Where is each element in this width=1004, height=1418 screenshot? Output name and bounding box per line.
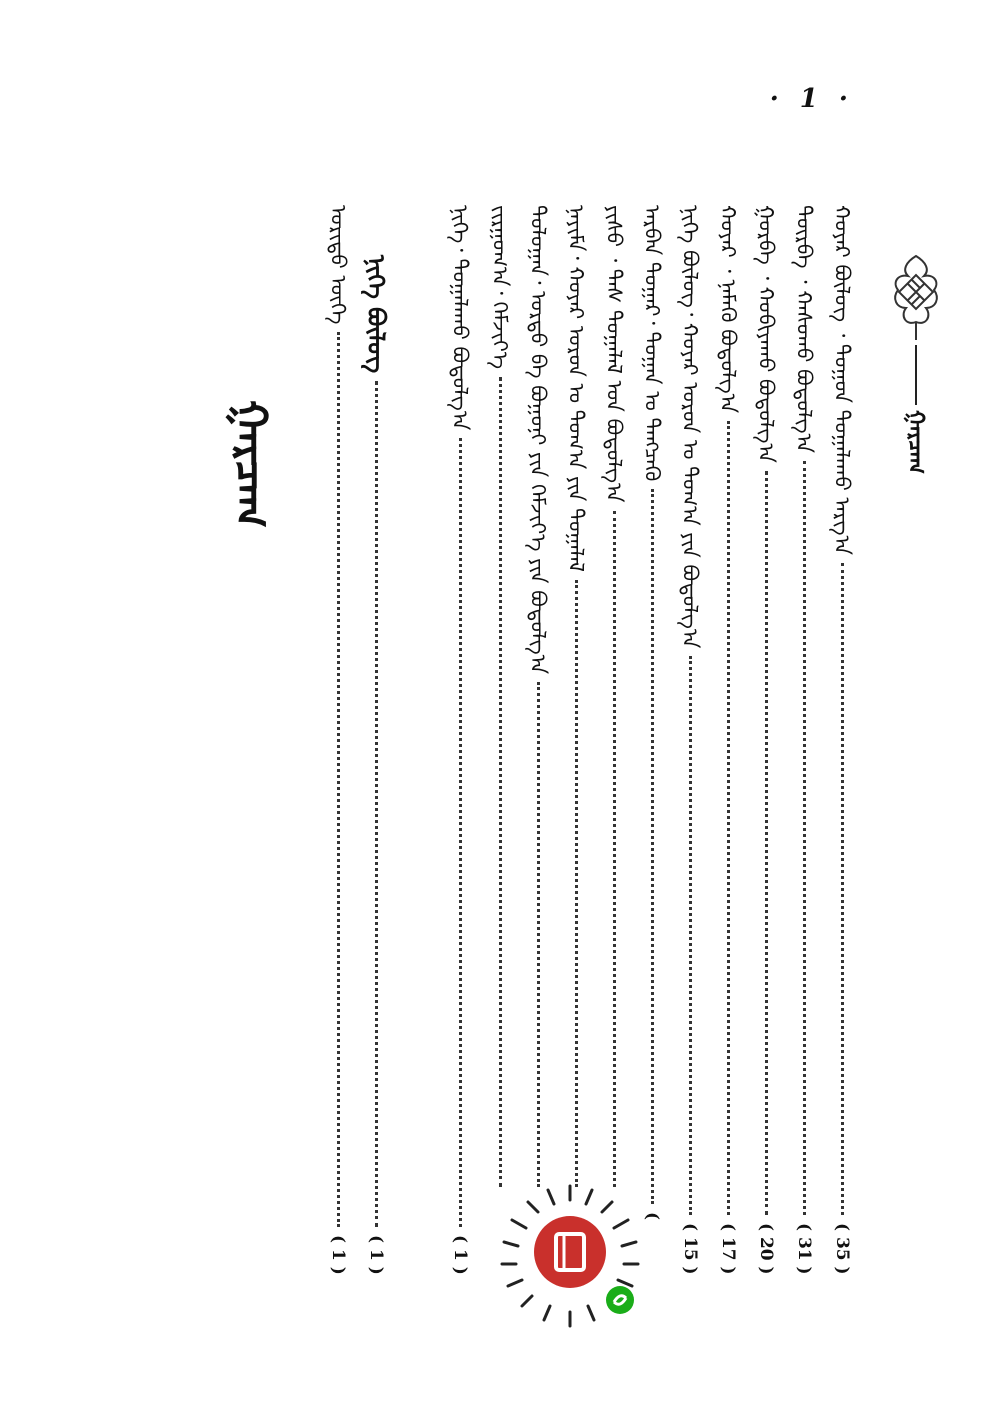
- toc-entry-title: ᠨᠢᠭᠡ᠂ ᠲᠣᠭᠠᠯᠠᠬᠤ ᠪᠣᠳᠤᠯᠭ᠎ᠠ: [448, 205, 472, 431]
- toc-entry-page: ( 1 ): [450, 1235, 470, 1275]
- toc-entry-5[interactable]: [670, 205, 710, 1275]
- toc-entry-1[interactable]: [822, 205, 862, 1275]
- toc-entry-title: ᠳᠥᠷᠪᠡ ᠂ ᠬᠠᠰᠤᠬᠤ ᠪᠣᠳᠤᠯᠭ᠎ᠠ: [792, 205, 816, 453]
- toc-entry-3[interactable]: [746, 205, 786, 1275]
- toc-entry-title: ᠵᠢᠷᠭᠤᠭ᠎ᠠ᠂ ᠬᠡᠮᠵᠢᠶ᠎ᠡ: [488, 205, 512, 370]
- toc-entry-title: ᠲᠣᠯᠣᠭᠠᠨ᠂ ᠤᠷᠲᠤ ᠪᠠ ᠪᠣᠭᠣᠨᠢ ᠶᠢᠨ ᠬᠡᠮᠵᠢᠶ᠎ᠡ ᠶᠢᠨ ᠪᠣᠳᠤᠯᠭ᠎ᠠ: [526, 205, 550, 675]
- toc-entry-title: ᠭᠤᠷᠪᠠ ᠂ ᠬᠤᠪᠢᠶᠠᠬᠤ ᠪᠣᠳᠤᠯᠭ᠎ᠠ: [754, 205, 778, 463]
- toc-entry-11[interactable]: [440, 205, 480, 1275]
- dot-leader: [537, 682, 540, 1187]
- toc-entry-7[interactable]: [594, 205, 634, 1195]
- toc-entry-2[interactable]: [784, 205, 824, 1275]
- dot-leader: [575, 580, 578, 1187]
- toc-entry-4[interactable]: [708, 205, 748, 1275]
- toc-title: ᠭᠠᠷᠴᠠᠭ: [225, 400, 276, 529]
- toc-entry-8[interactable]: [556, 205, 596, 1195]
- toc-entry-page: ( 35 ): [832, 1223, 852, 1275]
- endless-knot-ornament-icon: [888, 252, 944, 342]
- page-number: · 1 ·: [769, 84, 854, 114]
- toc-entry-12[interactable]: [356, 255, 396, 1275]
- dot-leader: [459, 438, 462, 1227]
- dot-leader: [651, 489, 654, 1204]
- toc-entry-title: ᠤᠷᠢᠳᠤ ᠦᠭᠡ: [326, 205, 350, 325]
- toc-entry-page: ( 31 ): [794, 1223, 814, 1275]
- toc-entry-title: ᠬᠣᠶᠠᠷ ᠂ ᠨᠡᠮᠡᠬᠦ ᠪᠣᠳᠤᠯᠭ᠎ᠠ: [716, 205, 740, 414]
- toc-entry-6[interactable]: [632, 205, 672, 1220]
- toc-entry-title: ᠠᠷᠪᠠᠨ ᠳᠤᠭᠠᠷ᠂ ᠲᠣᠭᠠᠨ ᠤ ᠲᠡᠩᠴᠡᠭᠦ: [640, 205, 664, 482]
- dot-leader: [337, 332, 340, 1227]
- dot-leader: [689, 656, 692, 1215]
- dot-leader: [375, 381, 378, 1227]
- toc-entry-page: ( 15 ): [680, 1223, 700, 1275]
- toc-entry-13[interactable]: [318, 205, 358, 1275]
- toc-entry-page: (: [642, 1211, 662, 1220]
- dot-leader: [499, 377, 502, 1187]
- dot-leader: [841, 563, 844, 1215]
- running-head: ᠭᠠᠷᠴᠠᠭ: [903, 410, 928, 475]
- dot-leader: [803, 461, 806, 1215]
- qr-code-stamp-icon[interactable]: [492, 1182, 648, 1330]
- toc-entry-10[interactable]: [480, 205, 520, 1195]
- toc-entry-title: ᠬᠣᠶᠠᠷ ᠪᠦᠯᠦᠭ ᠂ ᠲᠣᠭᠣᠨ ᠲᠣᠭᠠᠯᠠᠬᠤ ᠠᠷᠭ᠎ᠠ: [830, 205, 854, 556]
- toc-entry-title: ᠶᠢᠰᠦ ᠂ ᠳᠡᠰ ᠲᠣᠭᠠᠯᠠᠯ ᠤᠨ ᠪᠣᠳᠤᠯᠭ᠎ᠠ: [602, 205, 626, 503]
- toc-entry-9[interactable]: [518, 205, 558, 1195]
- toc-entry-page: ( 17 ): [718, 1223, 738, 1275]
- toc-entry-page: ( 1 ): [366, 1235, 386, 1275]
- dot-leader: [765, 471, 768, 1215]
- toc-section-heading: ᠨᠢᠭᠡ ᠪᠦᠯᠦᠭ: [362, 255, 390, 374]
- header-rule: [915, 345, 917, 405]
- toc-entry-page: ( 20 ): [756, 1223, 776, 1275]
- dot-leader: [727, 421, 730, 1215]
- toc-entry-page: ( 1 ): [328, 1235, 348, 1275]
- dot-leader: [613, 511, 616, 1187]
- toc-entry-title: ᠨᠠᠶᠢᠮᠠ᠂ ᠬᠣᠶᠠᠷ ᠣᠷᠣᠨ ᠤ ᠲᠣᠭ᠎ᠠ ᠶᠢᠨ ᠲᠣᠭᠠᠯᠠᠯ: [564, 205, 588, 572]
- toc-entry-title: ᠨᠢᠭᠡ ᠪᠦᠯᠦᠭ᠂ ᠬᠣᠶᠠᠷ ᠣᠷᠣᠨ ᠤ ᠲᠣᠭ᠎ᠠ ᠶᠢᠨ ᠪᠣᠳᠤᠯᠭ᠎ᠠ: [678, 205, 702, 649]
